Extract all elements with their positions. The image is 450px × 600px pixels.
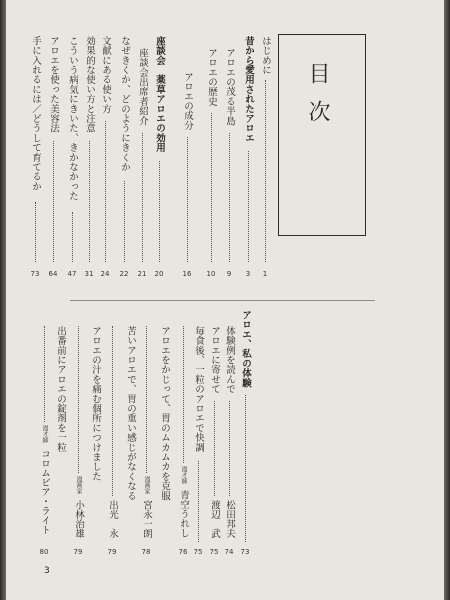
toc-page-number: 24 [100, 270, 110, 278]
toc-leader-dots [78, 326, 79, 473]
toc-page-number: 73 [30, 270, 40, 278]
toc-page-number: 47 [67, 270, 77, 278]
toc-page-number: 16 [182, 270, 192, 278]
toc-author-role: 漫才師 [180, 465, 187, 484]
toc-author-role: 漫画家 [75, 475, 82, 494]
toc-entry-title: 座談会 薬草アロエの効用 [154, 36, 165, 153]
page-number: 3 [44, 566, 50, 576]
toc-leader-dots [53, 141, 54, 262]
toc-page-number: 20 [154, 270, 164, 278]
toc-page-number: 31 [84, 270, 94, 278]
toc-leader-dots [105, 121, 106, 262]
toc-entry-title: アロエの汁を痛む個所につけました [90, 326, 101, 482]
toc-author: 小林治雄 [73, 499, 84, 538]
toc-entry-title: 文献にある使い方 [100, 36, 111, 114]
toc-leader-dots [214, 401, 215, 496]
toc-author: 宮永一朗 [141, 499, 152, 538]
toc-leader-dots [229, 133, 230, 262]
section-divider [70, 300, 375, 301]
toc-page-number: 76 [178, 548, 188, 556]
toc-entry-title: こういう病気にきいた、きかなかった [67, 36, 78, 201]
toc-page-number: 10 [206, 270, 216, 278]
toc-page-number: 73 [240, 548, 250, 556]
toc-leader-dots [44, 326, 45, 422]
toc-leader-dots [124, 181, 125, 262]
toc-entry-title: 毎食後、一粒のアロエで快調 [193, 326, 204, 453]
toc-page-number: 9 [226, 270, 232, 278]
toc-leader-dots [142, 133, 143, 262]
toc-page-number: 80 [39, 548, 49, 556]
toc-page-number: 79 [107, 548, 117, 556]
page-edge-left [0, 0, 6, 600]
toc-leader-dots [265, 80, 266, 262]
toc-leader-dots [187, 137, 188, 262]
toc-leader-dots [183, 326, 184, 463]
toc-author: コロムビア・ライト [39, 449, 50, 535]
toc-page-number: 78 [141, 548, 151, 556]
toc-leader-dots [245, 395, 246, 542]
toc-page-number: 75 [209, 548, 219, 556]
toc-entry-title: なぜきくか、どのようにきくか [119, 36, 130, 172]
toc-entry-title: 座談会出席者紹介 [137, 48, 148, 126]
toc-entry-title: 昔から愛用されたアロエ [243, 36, 254, 143]
toc-leader-dots [211, 113, 212, 262]
toc-page-number: 74 [224, 548, 234, 556]
toc-author: 出光 永 [107, 499, 118, 538]
toc-leader-dots [198, 461, 199, 542]
toc-entry-title: アロエ、私の体験 [240, 310, 251, 388]
toc-page-number: 21 [137, 270, 147, 278]
toc-entry-title: アロエの成分 [182, 72, 193, 131]
toc-entry-title: 手に入れるには／どうして育てるか [30, 36, 41, 192]
toc-entry-title: 効果的な使い方と注意 [84, 36, 95, 133]
toc-page-number: 3 [245, 270, 251, 278]
toc-author-role: 漫画家 [143, 475, 150, 494]
toc-author-role: 漫才師 [41, 425, 48, 444]
toc-entry-title: 体験例を読んで [224, 326, 235, 394]
toc-author: 渡辺 武 [209, 499, 220, 538]
page-edge-right [444, 0, 450, 600]
toc-leader-dots [112, 326, 113, 496]
toc-leader-dots [146, 326, 147, 473]
toc-entry-title: アロエの茂る半島 [224, 48, 235, 126]
toc-page-number: 79 [73, 548, 83, 556]
toc-author: 青空うれし [178, 489, 189, 537]
toc-leader-dots [35, 202, 36, 262]
toc-page-number: 75 [193, 548, 203, 556]
toc-entry-title: アロエに寄せて [209, 326, 220, 394]
toc-entry-title: 苦いアロエで、胃の重い感じがなくなる [125, 326, 136, 501]
toc-entry-title: はじめに [260, 36, 271, 75]
toc-entry-title: アロエの歴史 [206, 48, 217, 107]
toc-author: 松田邦夫 [224, 499, 235, 538]
toc-entry-title: アロエをかじって、胃のムカムカを克服 [159, 326, 170, 501]
toc-leader-dots [89, 141, 90, 262]
toc-page-number: 64 [48, 270, 58, 278]
toc-page-number: 1 [262, 270, 268, 278]
toc-entry-title: 出番前にアロエの錠剤を一粒 [55, 326, 66, 453]
toc-leader-dots [159, 161, 160, 262]
toc-leader-dots [229, 401, 230, 496]
toc-entry-title: アロエを使った美容法 [48, 36, 59, 133]
toc-leader-dots [248, 151, 249, 262]
toc-title: 目次 [305, 62, 330, 138]
toc-leader-dots [72, 212, 73, 262]
toc-page-number: 22 [119, 270, 129, 278]
